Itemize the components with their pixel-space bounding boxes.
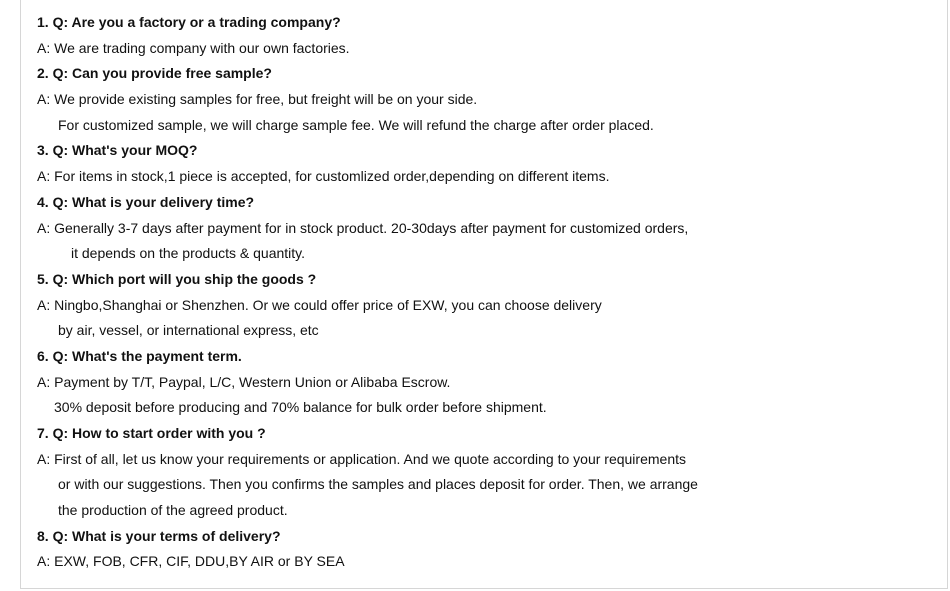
faq-question-4: 4. Q: What is your delivery time?: [37, 193, 255, 210]
faq-answer-7-line-3: the production of the agreed product.: [58, 502, 288, 519]
faq-answer-5-line-2: by air, vessel, or international express, etc: [58, 322, 319, 339]
faq-answer-3-line-1: A: For items in stock,1 piece is accepted, for customlized order,depending on different items.: [37, 168, 610, 185]
faq-answer-7-line-2: or with our suggestions. Then you confirms the samples and places deposit for order. Then, we arrange: [58, 476, 698, 493]
faq-question-6: 6. Q: What's the payment term.: [37, 347, 242, 364]
faq-answer-8-line-1: A: EXW, FOB, CFR, CIF, DDU,BY AIR or BY SEA: [37, 553, 345, 570]
faq-answer-1-line-1: A: We are trading company with our own factories.: [37, 39, 350, 56]
faq-question-7: 7. Q: How to start order with you ?: [37, 425, 266, 441]
faq-answer-7-line-1: A: First of all, let us know your requirements or application. And we quote according to your requirements: [37, 450, 686, 467]
faq-answer-2-line-2: For customized sample, we will charge sample fee. We will refund the charge after order placed.: [58, 116, 654, 133]
faq-question-8: 8. Q: What is your terms of delivery?: [37, 527, 281, 544]
faq-answer-4-line-1: A: Generally 3-7 days after payment for in stock product. 20-30days after payment for customized orders,: [37, 219, 689, 236]
faq-answer-4-line-2: it depends on the products & quantity.: [71, 245, 306, 262]
faq-question-2: 2. Q: Can you provide free sample?: [37, 65, 272, 82]
faq-answer-5-line-1: A: Ningbo,Shanghai or Shenzhen. Or we could offer price of EXW, you can choose delivery: [37, 296, 602, 313]
faq-question-5: 5. Q: Which port will you ship the goods ?: [37, 270, 317, 287]
faq-question-3: 3. Q: What's your MOQ?: [37, 142, 198, 159]
faq-answer-2-line-1: A: We provide existing samples for free, but freight will be on your side.: [37, 91, 478, 108]
faq-list: [37, 10, 937, 575]
faq-answer-6-line-1: A: Payment by T/T, Paypal, L/C, Western Union or Alibaba Escrow.: [37, 373, 451, 390]
faq-question-1: 1. Q: Are you a factory or a trading company?: [37, 14, 341, 30]
faq-answer-6-line-2: 30% deposit before producing and 70% balance for bulk order before shipment.: [54, 399, 547, 416]
